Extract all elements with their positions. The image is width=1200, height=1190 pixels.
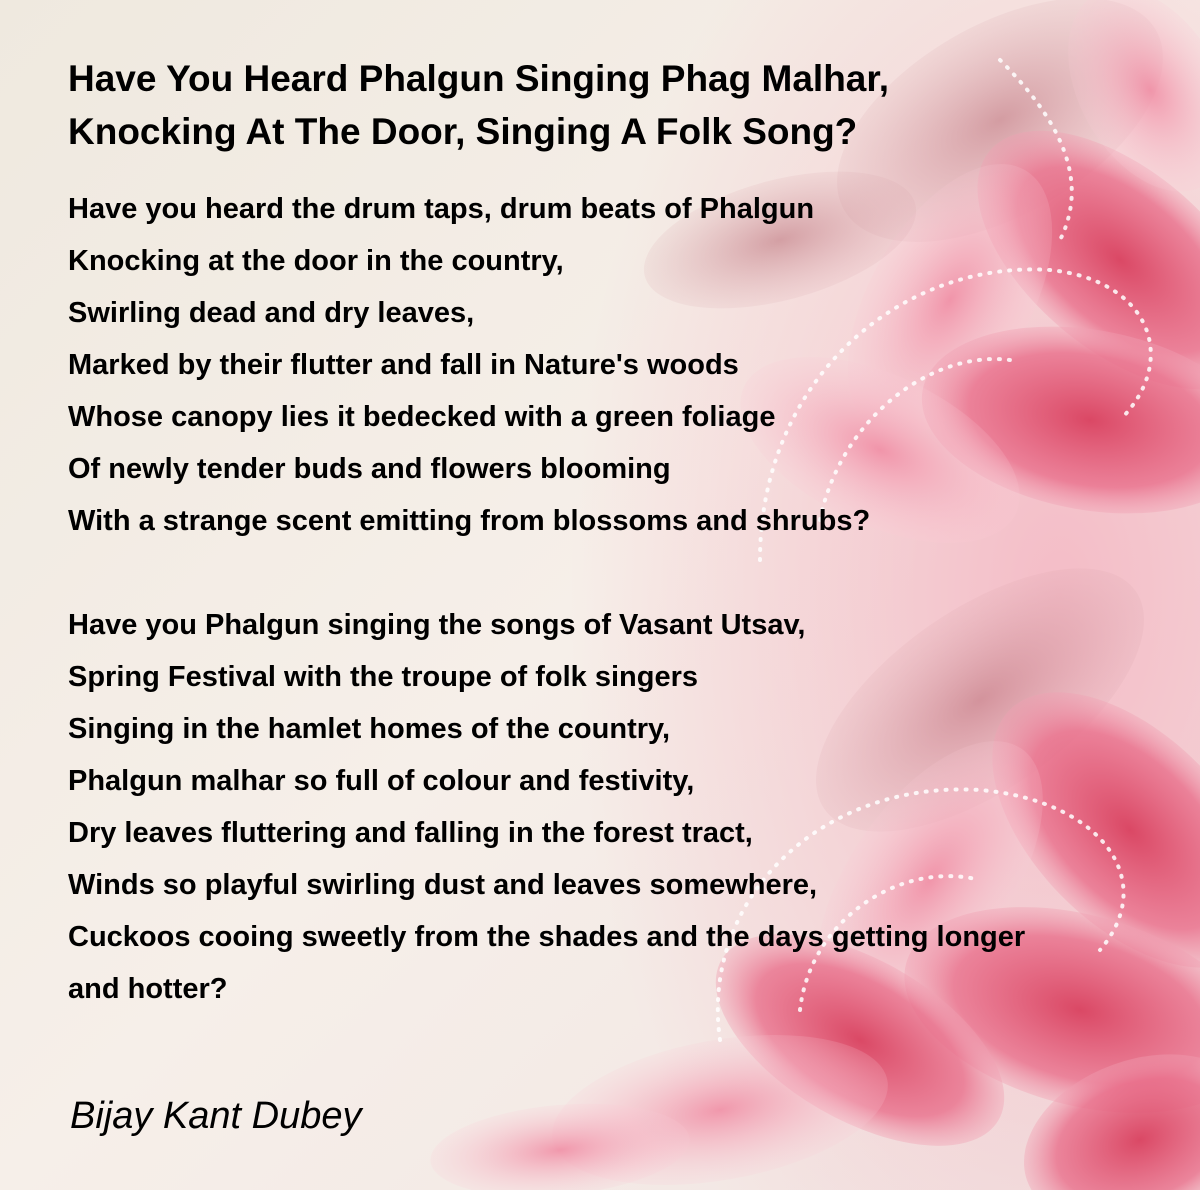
poem-line: Marked by their flutter and fall in Nature's woods bbox=[68, 349, 739, 381]
poem-title bbox=[68, 52, 1178, 158]
poem-line: Whose canopy lies it bedecked with a green foliage bbox=[68, 401, 776, 433]
poem-line: Knocking at the door in the country, bbox=[68, 245, 564, 277]
poem-line: Winds so playful swirling dust and leaves somewhere, bbox=[68, 869, 818, 901]
poem-title-line: Knocking At The Door, Singing A Folk Song? bbox=[68, 111, 858, 152]
poem-line: and hotter? bbox=[68, 973, 228, 1005]
poem-line: Cuckoos cooing sweetly from the shades and the days getting longer bbox=[68, 921, 1026, 953]
poem-line: Have you heard the drum taps, drum beats of Phalgun bbox=[68, 193, 815, 225]
poem-line: Have you Phalgun singing the songs of Vasant Utsav, bbox=[68, 609, 806, 641]
stanza-1 bbox=[68, 183, 1178, 547]
poem-line: Spring Festival with the troupe of folk singers bbox=[68, 661, 699, 693]
poem-line: Phalgun malhar so full of colour and festivity, bbox=[68, 765, 695, 797]
poem-line: Swirling dead and dry leaves, bbox=[68, 297, 475, 329]
poem-line: Singing in the hamlet homes of the country, bbox=[68, 713, 671, 745]
stanza-2 bbox=[68, 599, 1178, 1015]
poem-content bbox=[68, 52, 1178, 1015]
poem-line: Dry leaves fluttering and falling in the forest tract, bbox=[68, 817, 753, 849]
poem-line: Of newly tender buds and flowers blooming bbox=[68, 453, 671, 485]
poem-author: Bijay Kant Dubey bbox=[70, 1095, 362, 1137]
poem-line: With a strange scent emitting from blossoms and shrubs? bbox=[68, 505, 871, 537]
poem-title-line: Have You Heard Phalgun Singing Phag Malhar, bbox=[68, 58, 890, 99]
